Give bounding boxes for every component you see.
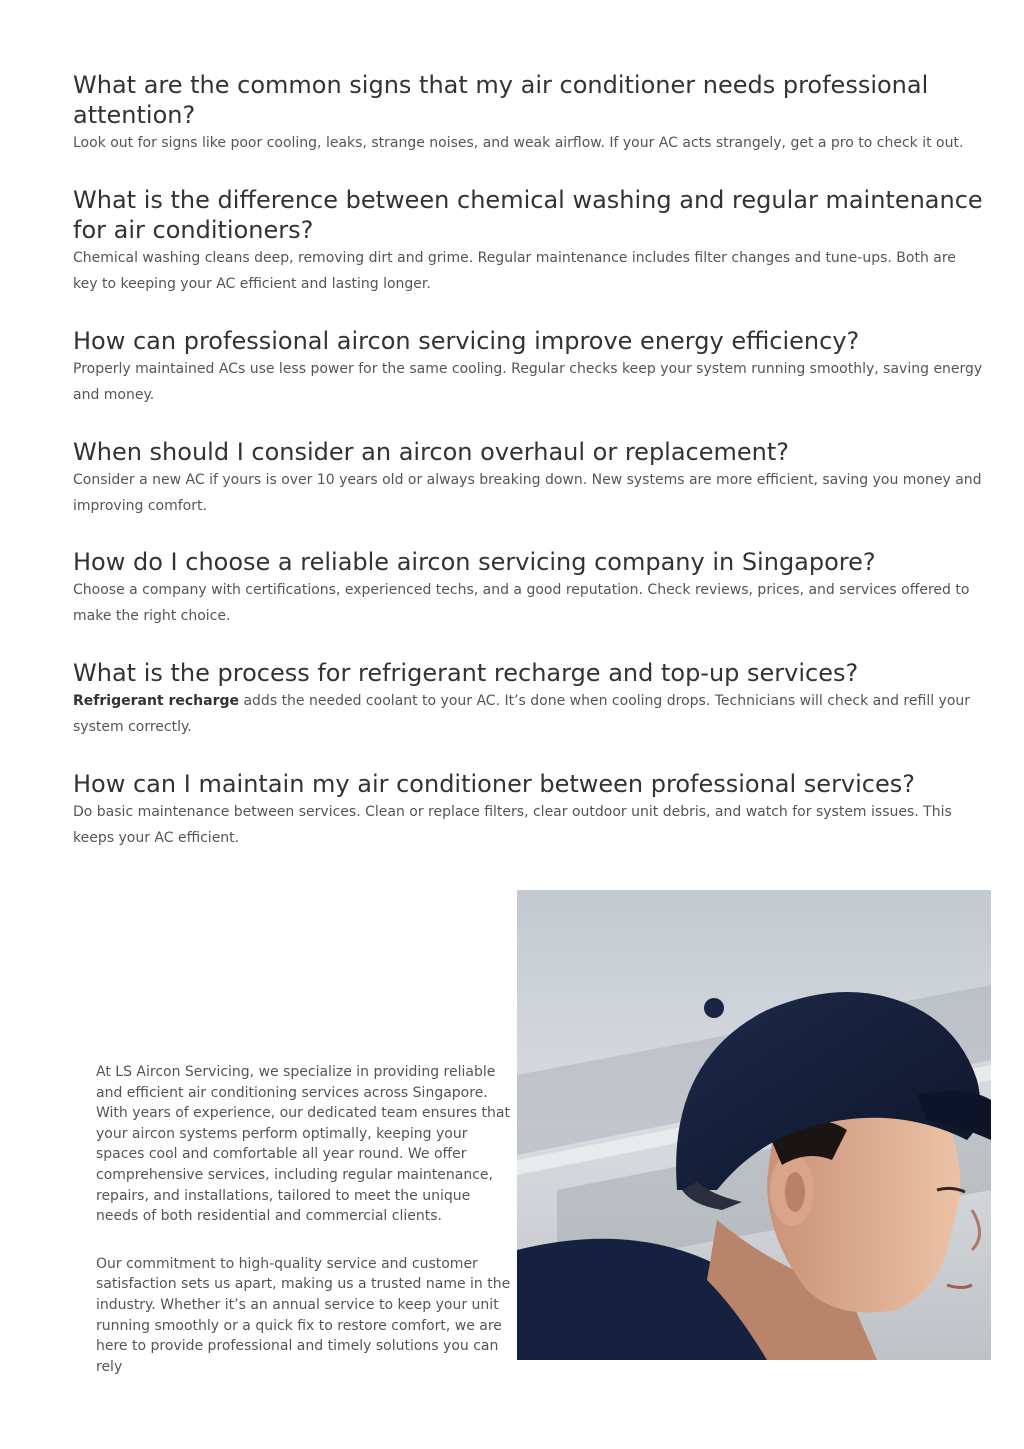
faq-question: What is the difference between chemical washing and regular maintenance for air conditioners?: [73, 186, 983, 244]
faq-question: How can I maintain my air conditioner between professional services?: [73, 770, 916, 798]
faq-answer: Choose a company with certifications, experienced techs, and a good reputation. Check reviews, prices, and services offered to make the right choice.: [73, 582, 970, 624]
about-paragraph: At LS Aircon Servicing, we specialize in providing reliable and efficient air conditioning services across Singapore. With years of experience, our dedicated team ensures that your aircon systems perform optimally, keeping your spaces cool and comfortable all year round. We offer comprehensive services, including regular maintenance, repairs, and installations, tailored to meet the unique needs of both residential and commercial clients.: [96, 1064, 510, 1225]
faq-answer: Do basic maintenance between services. Clean or replace filters, clear outdoor unit debris, and watch for system issues. This keeps your AC efficient.: [73, 804, 952, 846]
technician-illustration: [517, 890, 991, 1360]
faq-question: What are the common signs that my air conditioner needs professional attention?: [73, 71, 929, 129]
faq-item: [73, 70, 983, 156]
faq-question: How can professional aircon servicing improve energy efficiency?: [73, 327, 860, 355]
faq-answer: [73, 688, 983, 740]
faq-item: [73, 547, 983, 629]
faq-item: [73, 437, 983, 519]
faq-answer-rest: adds the needed coolant to your AC. It’s done when cooling drops. Technicians will check and refill your system correctly.: [73, 693, 971, 735]
faq-answer-bold: Refrigerant recharge: [73, 693, 240, 709]
about-section: [96, 1062, 516, 1404]
about-paragraph: Our commitment to high-quality service and customer satisfaction sets us apart, making us a trusted name in the industry. Whether it’s an annual service to keep your unit running smoothly or a quick fix to restore comfort, we are here to provide professional and timely solutions you can rely: [96, 1255, 511, 1375]
faq-answer: Look out for signs like poor cooling, leaks, strange noises, and weak airflow. If your AC acts strangely, get a pro to check it out.: [73, 135, 964, 151]
faq-question: How do I choose a reliable aircon servicing company in Singapore?: [73, 548, 876, 576]
faq-item: [73, 769, 983, 851]
faq-item: [73, 658, 983, 740]
faq-answer: Chemical washing cleans deep, removing dirt and grime. Regular maintenance includes filter changes and tune-ups. Both are key to keeping your AC efficient and lasting longer.: [73, 250, 956, 292]
faq-item: [73, 326, 983, 408]
technician-photo: [517, 890, 991, 1360]
faq-question: When should I consider an aircon overhaul or replacement?: [73, 438, 790, 466]
faq-answer: Properly maintained ACs use less power for the same cooling. Regular checks keep your system running smoothly, saving energy and money.: [73, 361, 983, 403]
faq-answer: Consider a new AC if yours is over 10 years old or always breaking down. New systems are more efficient, saving you money and improving comfort.: [73, 472, 982, 514]
cap-button: [704, 998, 724, 1018]
faq-question: What is the process for refrigerant recharge and top-up services?: [73, 659, 859, 687]
faq-item: [73, 185, 983, 297]
ear-inner: [785, 1172, 805, 1212]
